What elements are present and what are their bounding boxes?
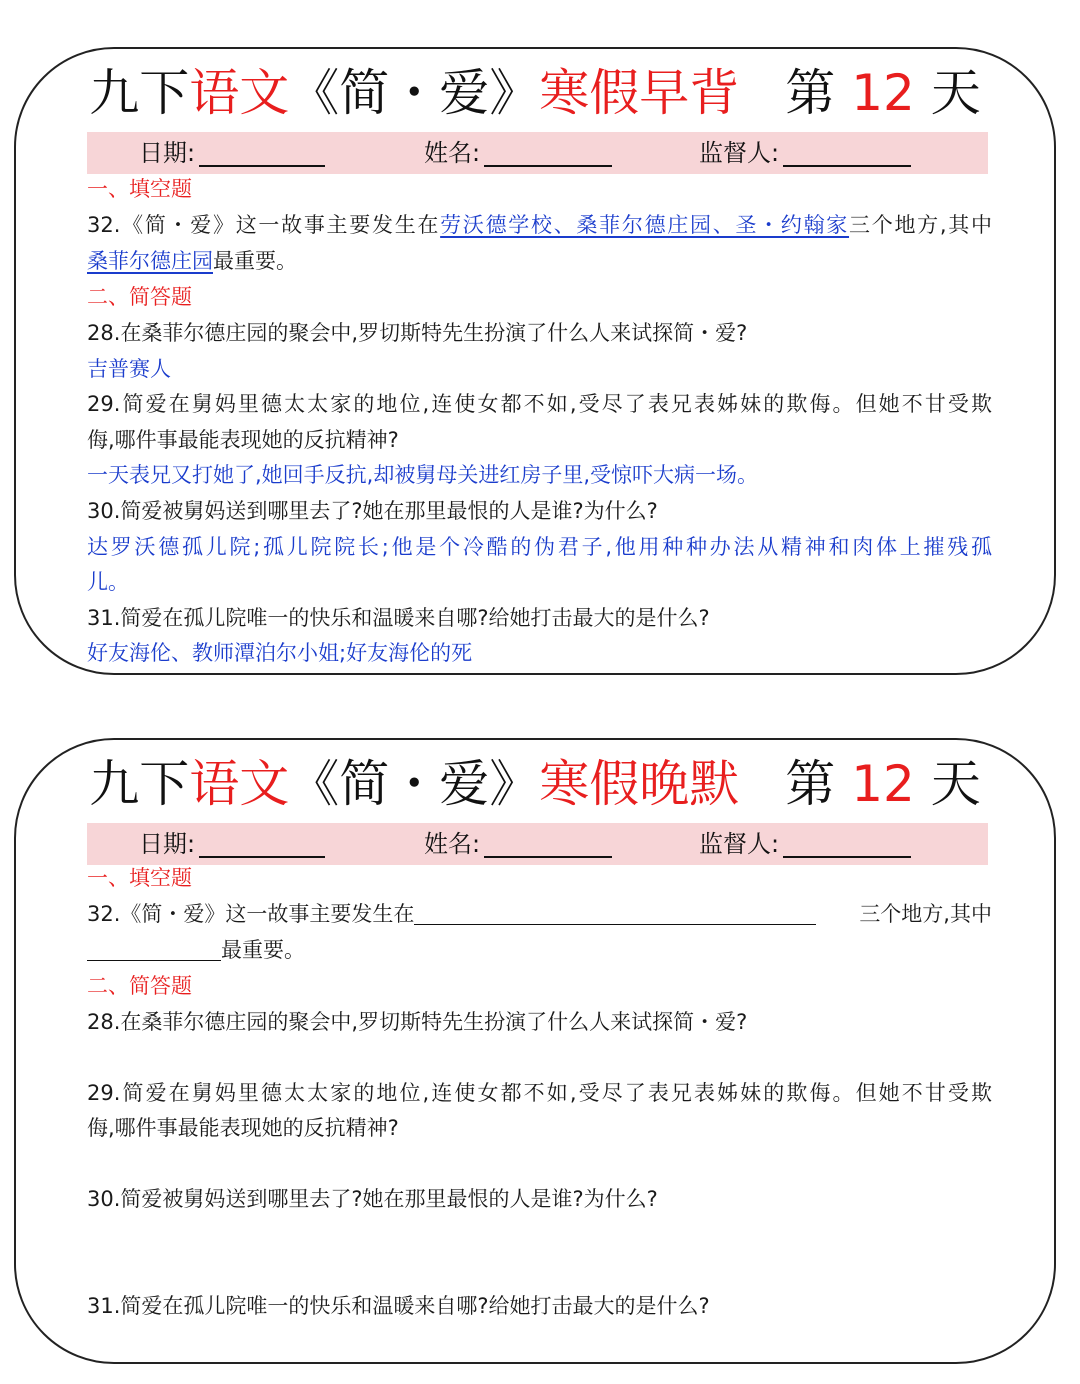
- title-day-prefix: 第: [785, 755, 852, 813]
- answer-32-most-important: 桑菲尔德庄园: [87, 249, 213, 273]
- question-32: 32.《简・爱》这一故事主要发生在劳沃德学校、桑菲尔德庄园、圣・约翰家三个地方,其中: [87, 213, 992, 237]
- section-short-answer: 二、简答题: [87, 974, 192, 998]
- answer-32-places: 劳沃德学校、桑菲尔德庄园、圣・约翰家: [440, 213, 850, 237]
- section-fill-in: 一、填空题: [87, 866, 192, 890]
- title-subject: 语文: [189, 755, 290, 813]
- supervisor-blank[interactable]: [783, 828, 911, 858]
- title-day-suffix: 天: [914, 64, 981, 122]
- question-28: 28.在桑菲尔德庄园的聚会中,罗切斯特先生扮演了什么人来试探简・爱?: [87, 1010, 748, 1034]
- supervisor-field: 监督人:: [699, 823, 911, 865]
- date-field: 日期:: [139, 823, 325, 865]
- title-grade: 九下: [89, 755, 190, 813]
- name-blank[interactable]: [484, 137, 612, 167]
- answer-29: 一天表兄又打她了,她回手反抗,却被舅母关进红房子里,受惊吓大病一场。: [87, 463, 759, 487]
- question-31: 31.简爱在孤儿院唯一的快乐和温暖来自哪?给她打击最大的是什么?: [87, 1294, 710, 1318]
- title-day-suffix: 天: [914, 755, 981, 813]
- question-32: 32.《简・爱》这一故事主要发生在 三个地方,其中: [87, 902, 992, 926]
- title-day-prefix: 第: [785, 64, 852, 122]
- answer-31: 好友海伦、教师潭泊尔小姐;好友海伦的死: [87, 641, 473, 665]
- title-grade: 九下: [89, 64, 190, 122]
- name-field: 姓名:: [424, 132, 612, 174]
- date-blank[interactable]: [199, 828, 325, 858]
- question-29: 29.简爱在舅妈里德太太家的地位,连使女都不如,受尽了表兄表姊妹的欺侮。但她不甘受欺: [87, 392, 992, 416]
- section-short-answer: 二、简答题: [87, 285, 192, 309]
- morning-info-bar: [87, 132, 988, 174]
- title-session: 寒假晚默: [539, 755, 740, 813]
- supervisor-field: 监督人:: [699, 132, 911, 174]
- name-field: 姓名:: [424, 823, 612, 865]
- evening-title: [16, 752, 1054, 816]
- question-32-cont: 桑菲尔德庄园最重要。: [87, 249, 297, 273]
- question-28: 28.在桑菲尔德庄园的聚会中,罗切斯特先生扮演了什么人来试探简・爱?: [87, 321, 748, 345]
- supervisor-blank[interactable]: [783, 137, 911, 167]
- question-29: 29.简爱在舅妈里德太太家的地位,连使女都不如,受尽了表兄表姊妹的欺侮。但她不甘受欺: [87, 1081, 992, 1105]
- date-field: 日期:: [139, 132, 325, 174]
- question-29-cont: 侮,哪件事最能表现她的反抗精神?: [87, 428, 399, 452]
- question-31: 31.简爱在孤儿院唯一的快乐和温暖来自哪?给她打击最大的是什么?: [87, 606, 710, 630]
- section-fill-in: 一、填空题: [87, 177, 192, 201]
- morning-title: [16, 61, 1054, 125]
- name-blank[interactable]: [484, 828, 612, 858]
- question-30: 30.简爱被舅妈送到哪里去了?她在那里最恨的人是谁?为什么?: [87, 499, 658, 523]
- date-blank[interactable]: [199, 137, 325, 167]
- blank-32-most-important[interactable]: [87, 936, 221, 961]
- answer-30-cont: 儿。: [87, 570, 129, 594]
- title-day-number: 12: [851, 64, 915, 122]
- evening-dictation-card: [14, 738, 1056, 1364]
- answer-30: 达罗沃德孤儿院;孤儿院院长;他是个冷酷的伪君子,他用种种办法从精神和肉体上摧残孤: [87, 535, 992, 559]
- title-book: 《简・爱》: [289, 64, 540, 122]
- morning-recitation-card: [14, 47, 1056, 675]
- question-32-cont: 最重要。: [87, 935, 992, 965]
- blank-32-places[interactable]: [414, 900, 816, 925]
- title-day-number: 12: [851, 755, 915, 813]
- evening-info-bar: [87, 823, 988, 865]
- title-book: 《简・爱》: [289, 755, 540, 813]
- answer-28: 吉普赛人: [87, 357, 171, 381]
- title-session: 寒假早背: [539, 64, 740, 122]
- question-29-cont: 侮,哪件事最能表现她的反抗精神?: [87, 1116, 399, 1140]
- question-30: 30.简爱被舅妈送到哪里去了?她在那里最恨的人是谁?为什么?: [87, 1187, 658, 1211]
- title-subject: 语文: [189, 64, 290, 122]
